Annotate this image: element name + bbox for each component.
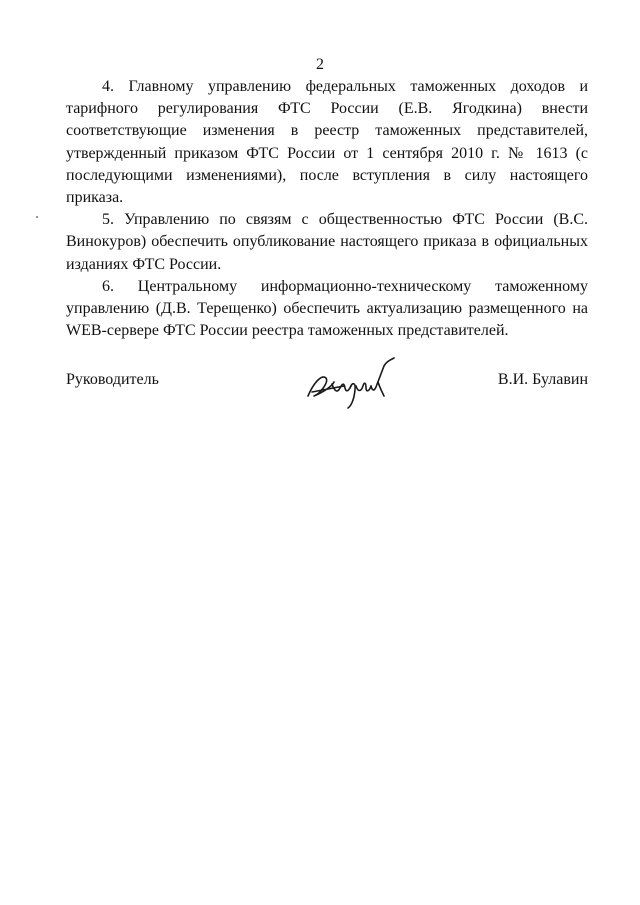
paragraph-item-5: 5. Управлению по связям с общественностью ФТС России (В.С. Винокуров) обеспечить опубликование настоящего приказа в официальных изданиях ФТС России. bbox=[66, 211, 588, 273]
signature-block bbox=[66, 352, 588, 412]
paragraph-item-6: 6. Центральному информационно-техническому таможенному управлению (Д.В. Терещенко) обеспечить актуализацию размещенного на WEB-сервере ФТС России реестра таможенных представителей. bbox=[66, 277, 588, 340]
scan-speck bbox=[36, 216, 38, 218]
signer-position: Руководитель bbox=[66, 371, 159, 388]
page-number: 2 bbox=[316, 56, 324, 73]
handwritten-signature bbox=[304, 352, 404, 410]
signer-name: В.И. Булавин bbox=[497, 371, 588, 388]
paragraph-item-4: 4. Главному управлению федеральных таможенных доходов и тарифного регулирования ФТС России (Е.В. Ягодкина) внести соответствующие изменения в реестр таможенных представителей, утвержденный приказом ФТС России от 1 сентября 2010 г. № 1613 (с последующими изменениями), после вступления в силу настоящего приказа. bbox=[66, 78, 588, 207]
document-body bbox=[66, 76, 588, 342]
